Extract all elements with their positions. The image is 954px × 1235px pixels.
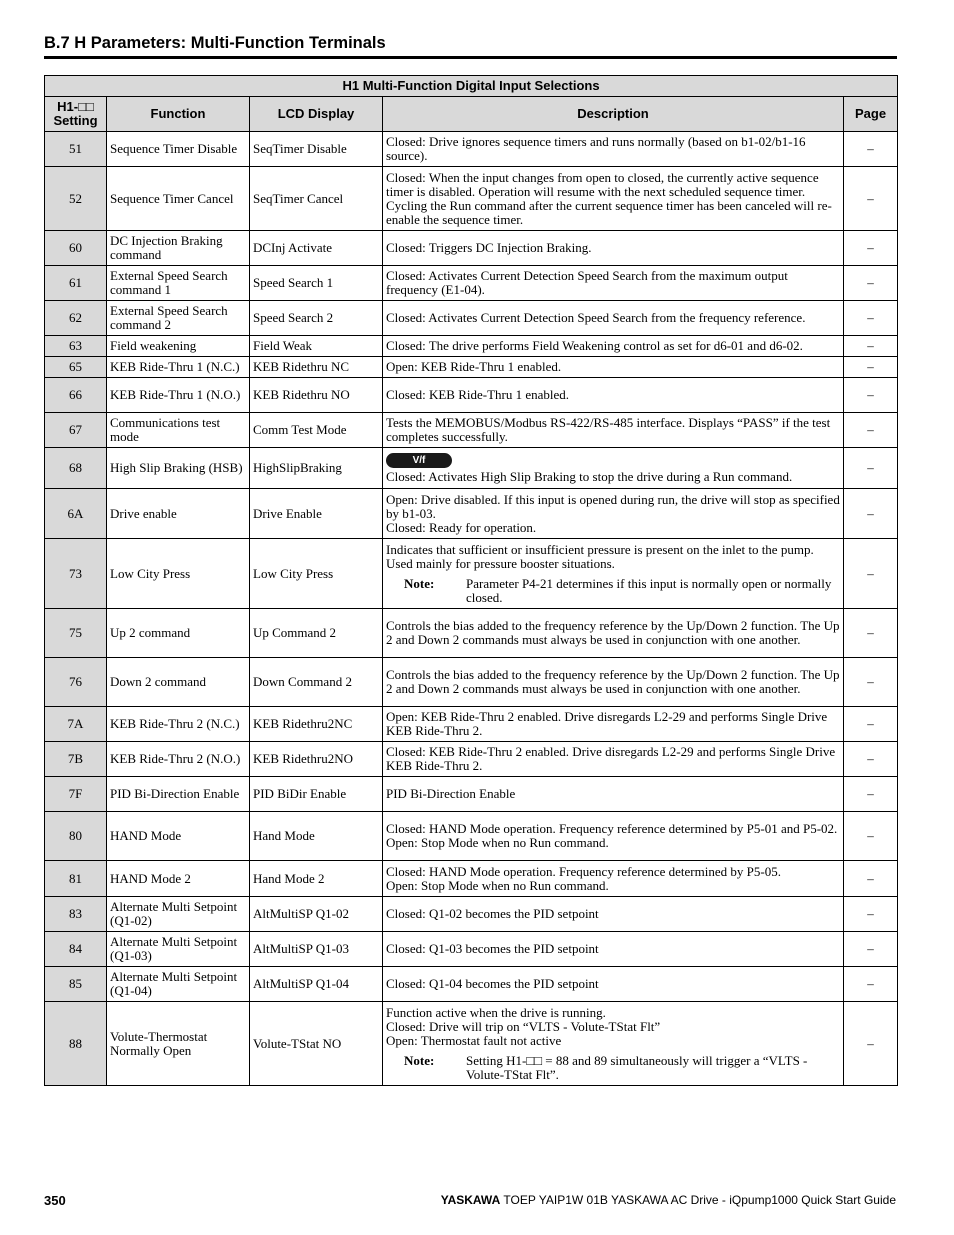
section-title: B.7 H Parameters: Multi-Function Terminals xyxy=(44,34,897,59)
description-line: Closed: The drive performs Field Weakening control as set for d6-01 and d6-02. xyxy=(386,338,803,353)
lcd-display: Field Weak xyxy=(250,336,383,357)
description-cell xyxy=(383,336,844,357)
description-line: Open: Stop Mode when no Run command. xyxy=(386,877,609,893)
setting-value: 62 xyxy=(45,301,107,336)
lcd-display: Speed Search 2 xyxy=(250,301,383,336)
table-row xyxy=(45,132,898,167)
page-reference: – xyxy=(844,413,898,448)
lcd-display: Comm Test Mode xyxy=(250,413,383,448)
description-cell xyxy=(383,167,844,231)
page-reference: – xyxy=(844,336,898,357)
setting-value: 76 xyxy=(45,658,107,707)
table-row xyxy=(45,861,898,897)
function-name: HAND Mode 2 xyxy=(107,861,250,897)
function-name: KEB Ride-Thru 1 (N.O.) xyxy=(107,378,250,413)
description-cell xyxy=(383,609,844,658)
page-reference: – xyxy=(844,357,898,378)
table-row xyxy=(45,897,898,932)
table-body xyxy=(45,132,898,1086)
function-name: Volute-Thermostat Normally Open xyxy=(107,1002,250,1086)
table-row xyxy=(45,378,898,413)
page-reference: – xyxy=(844,777,898,812)
table-row xyxy=(45,812,898,861)
page-reference: – xyxy=(844,812,898,861)
description-line: Tests the MEMOBUS/Modbus RS-422/RS-485 interface. Displays “PASS” if the test completes successfully. xyxy=(386,415,831,444)
lcd-display: KEB Ridethru2NO xyxy=(250,742,383,777)
page-reference: – xyxy=(844,658,898,707)
description-cell xyxy=(383,897,844,932)
description-cell xyxy=(383,378,844,413)
setting-value: 7A xyxy=(45,707,107,742)
setting-value: 80 xyxy=(45,812,107,861)
page-reference: – xyxy=(844,489,898,539)
description-cell xyxy=(383,266,844,301)
function-name: DC Injection Braking command xyxy=(107,231,250,266)
description-cell xyxy=(383,357,844,378)
table-row xyxy=(45,167,898,231)
lcd-display: Up Command 2 xyxy=(250,609,383,658)
description-line: Indicates that sufficient or insufficient pressure is present on the inlet to the pump. Used mainly for pressure booster situations. xyxy=(386,541,814,571)
lcd-display: SeqTimer Cancel xyxy=(250,167,383,231)
description-line: Closed: KEB Ride-Thru 1 enabled. xyxy=(386,387,570,402)
description-line: Open: Thermostat fault not active xyxy=(386,1032,562,1048)
description-line: Controls the bias added to the frequency reference by the Up/Down 2 function. The Up 2 and Down 2 commands must always be used in conjunction with one another. xyxy=(386,618,840,647)
description-line: Closed: Q1-03 becomes the PID setpoint xyxy=(386,941,599,956)
setting-value: 6A xyxy=(45,489,107,539)
table-row xyxy=(45,609,898,658)
description-line: Controls the bias added to the frequency reference by the Up/Down 2 function. The Up 2 and Down 2 commands must always be used in conjunction with one another. xyxy=(386,667,840,696)
description-cell xyxy=(383,932,844,967)
lcd-display: KEB Ridethru NC xyxy=(250,357,383,378)
page-number: 350 xyxy=(44,1193,66,1208)
page-reference: – xyxy=(844,301,898,336)
description-line: Closed: Triggers DC Injection Braking. xyxy=(386,240,592,255)
description-line: Closed: Activates Current Detection Speed Search from the maximum output frequency (E1-04). xyxy=(386,268,788,297)
description-line: Closed: Activates Current Detection Speed Search from the frequency reference. xyxy=(386,310,806,325)
table-row xyxy=(45,489,898,539)
table-row xyxy=(45,777,898,812)
setting-value: 85 xyxy=(45,967,107,1002)
description-cell xyxy=(383,1002,844,1086)
setting-value: 7F xyxy=(45,777,107,812)
description-line: PID Bi-Direction Enable xyxy=(386,786,516,801)
description-line: Closed: When the input changes from open to closed, the currently active sequence timer is disabled. Operation will resume with the next scheduled sequence timer. Cycling the Run command after the current sequence timer has been canceled will re-enable the sequence timer. xyxy=(386,169,832,227)
description-cell xyxy=(383,658,844,707)
page-reference: – xyxy=(844,167,898,231)
description-cell xyxy=(383,707,844,742)
lcd-display: HighSlipBraking xyxy=(250,448,383,489)
setting-value: 65 xyxy=(45,357,107,378)
column-header-setting: H1-□□ Setting xyxy=(45,97,107,132)
description-cell xyxy=(383,742,844,777)
description-cell xyxy=(383,489,844,539)
function-name: PID Bi-Direction Enable xyxy=(107,777,250,812)
table-row xyxy=(45,301,898,336)
setting-value: 51 xyxy=(45,132,107,167)
function-name: HAND Mode xyxy=(107,812,250,861)
table-row xyxy=(45,967,898,1002)
function-name: Alternate Multi Setpoint (Q1-03) xyxy=(107,932,250,967)
column-header-description: Description xyxy=(383,97,844,132)
lcd-display: Hand Mode 2 xyxy=(250,861,383,897)
page-reference: – xyxy=(844,539,898,609)
lcd-display: AltMultiSP Q1-03 xyxy=(250,932,383,967)
function-name: Low City Press xyxy=(107,539,250,609)
description-line: Closed: KEB Ride-Thru 2 enabled. Drive disregards L2-29 and performs Single Drive KEB Ride-Thru 2. xyxy=(386,744,836,773)
table-row xyxy=(45,932,898,967)
function-name: External Speed Search command 1 xyxy=(107,266,250,301)
note-text: Setting H1-□□ = 88 and 89 simultaneously will trigger a “VLTS - Volute-TStat Flt”. xyxy=(466,1052,808,1082)
table-row xyxy=(45,707,898,742)
description-cell xyxy=(383,967,844,1002)
page-reference: – xyxy=(844,132,898,167)
description-cell xyxy=(383,812,844,861)
function-name: High Slip Braking (HSB) xyxy=(107,448,250,489)
lcd-display: Volute-TStat NO xyxy=(250,1002,383,1086)
table-row xyxy=(45,266,898,301)
lcd-display: AltMultiSP Q1-04 xyxy=(250,967,383,1002)
document-title: TOEP YAIP1W 01B YASKAWA AC Drive - iQpump1000 Quick Start Guide xyxy=(500,1193,896,1207)
setting-value: 81 xyxy=(45,861,107,897)
lcd-display: Hand Mode xyxy=(250,812,383,861)
table-row xyxy=(45,658,898,707)
setting-value: 52 xyxy=(45,167,107,231)
lcd-display: DCInj Activate xyxy=(250,231,383,266)
description-cell xyxy=(383,861,844,897)
column-header-page: Page xyxy=(844,97,898,132)
note-label: Note: xyxy=(404,575,435,591)
description-line: Closed: HAND Mode operation. Frequency reference determined by P5-01 and P5-02. xyxy=(386,821,838,836)
function-name: KEB Ride-Thru 2 (N.O.) xyxy=(107,742,250,777)
table-row xyxy=(45,413,898,448)
lcd-display: PID BiDir Enable xyxy=(250,777,383,812)
setting-value: 60 xyxy=(45,231,107,266)
description-cell xyxy=(383,539,844,609)
description-line: Open: KEB Ride-Thru 2 enabled. Drive disregards L2-29 and performs Single Drive KEB Ride-Thru 2. xyxy=(386,709,828,738)
table-row xyxy=(45,539,898,609)
function-name: Sequence Timer Cancel xyxy=(107,167,250,231)
page-reference: – xyxy=(844,609,898,658)
h1-parameter-table xyxy=(44,75,898,1086)
function-name: Alternate Multi Setpoint (Q1-02) xyxy=(107,897,250,932)
setting-value: 68 xyxy=(45,448,107,489)
function-name: Alternate Multi Setpoint (Q1-04) xyxy=(107,967,250,1002)
description-line: Closed: HAND Mode operation. Frequency reference determined by P5-05. xyxy=(386,863,781,879)
page-reference: – xyxy=(844,707,898,742)
table-row xyxy=(45,231,898,266)
note-label: Note: xyxy=(404,1052,435,1068)
page-reference: – xyxy=(844,231,898,266)
description-line: Closed: Drive ignores sequence timers and runs normally (based on b1-02/b1-16 source). xyxy=(386,134,806,163)
note-text: Parameter P4-21 determines if this input is normally open or normally closed. xyxy=(466,575,832,605)
lcd-display: AltMultiSP Q1-02 xyxy=(250,897,383,932)
description-line: Closed: Activates High Slip Braking to stop the drive during a Run command. xyxy=(386,469,793,484)
setting-value: 75 xyxy=(45,609,107,658)
description-cell xyxy=(383,413,844,448)
setting-value: 7B xyxy=(45,742,107,777)
setting-value: 73 xyxy=(45,539,107,609)
control-mode-badge: V/f xyxy=(386,453,452,468)
function-name: Field weakening xyxy=(107,336,250,357)
setting-value: 88 xyxy=(45,1002,107,1086)
function-name: Down 2 command xyxy=(107,658,250,707)
page-reference: – xyxy=(844,378,898,413)
function-name: Up 2 command xyxy=(107,609,250,658)
lcd-display: Drive Enable xyxy=(250,489,383,539)
lcd-display: KEB Ridethru2NC xyxy=(250,707,383,742)
table-caption: H1 Multi-Function Digital Input Selections xyxy=(45,76,898,97)
function-name: KEB Ride-Thru 2 (N.C.) xyxy=(107,707,250,742)
column-header-function: Function xyxy=(107,97,250,132)
description-line: Open: Drive disabled. If this input is opened during run, the drive will stop as specified by b1-03. xyxy=(386,491,840,521)
description-cell xyxy=(383,301,844,336)
document-info xyxy=(441,1193,896,1207)
table-row xyxy=(45,742,898,777)
page-reference: – xyxy=(844,266,898,301)
function-name: Drive enable xyxy=(107,489,250,539)
page-reference: – xyxy=(844,1002,898,1086)
table-row xyxy=(45,448,898,489)
lcd-display: KEB Ridethru NO xyxy=(250,378,383,413)
function-name: External Speed Search command 2 xyxy=(107,301,250,336)
setting-value: 67 xyxy=(45,413,107,448)
table-row xyxy=(45,1002,898,1086)
description-line: Closed: Q1-04 becomes the PID setpoint xyxy=(386,976,599,991)
brand-name: YASKAWA xyxy=(440,1193,501,1207)
setting-value: 61 xyxy=(45,266,107,301)
table-row xyxy=(45,336,898,357)
note xyxy=(404,1054,840,1082)
page-reference: – xyxy=(844,861,898,897)
description-line: Function active when the drive is running. xyxy=(386,1004,606,1020)
description-line: Closed: Drive will trip on “VLTS - Volute-TStat Flt” xyxy=(386,1018,661,1034)
description-line: Closed: Ready for operation. xyxy=(386,519,537,535)
description-cell xyxy=(383,231,844,266)
page-reference: – xyxy=(844,742,898,777)
column-header-lcd: LCD Display xyxy=(250,97,383,132)
note xyxy=(404,577,840,605)
lcd-display: Speed Search 1 xyxy=(250,266,383,301)
lcd-display: Low City Press xyxy=(250,539,383,609)
description-line: Open: KEB Ride-Thru 1 enabled. xyxy=(386,359,562,374)
function-name: Communications test mode xyxy=(107,413,250,448)
table-row xyxy=(45,357,898,378)
page-reference: – xyxy=(844,967,898,1002)
description-cell xyxy=(383,448,844,489)
lcd-display: SeqTimer Disable xyxy=(250,132,383,167)
page-reference: – xyxy=(844,448,898,489)
function-name: KEB Ride-Thru 1 (N.C.) xyxy=(107,357,250,378)
description-cell xyxy=(383,132,844,167)
description-line: Closed: Q1-02 becomes the PID setpoint xyxy=(386,906,599,921)
setting-value: 83 xyxy=(45,897,107,932)
description-cell xyxy=(383,777,844,812)
function-name: Sequence Timer Disable xyxy=(107,132,250,167)
setting-value: 84 xyxy=(45,932,107,967)
setting-value: 63 xyxy=(45,336,107,357)
lcd-display: Down Command 2 xyxy=(250,658,383,707)
page-reference: – xyxy=(844,932,898,967)
page-reference: – xyxy=(844,897,898,932)
setting-value: 66 xyxy=(45,378,107,413)
description-line: Open: Stop Mode when no Run command. xyxy=(386,835,609,850)
